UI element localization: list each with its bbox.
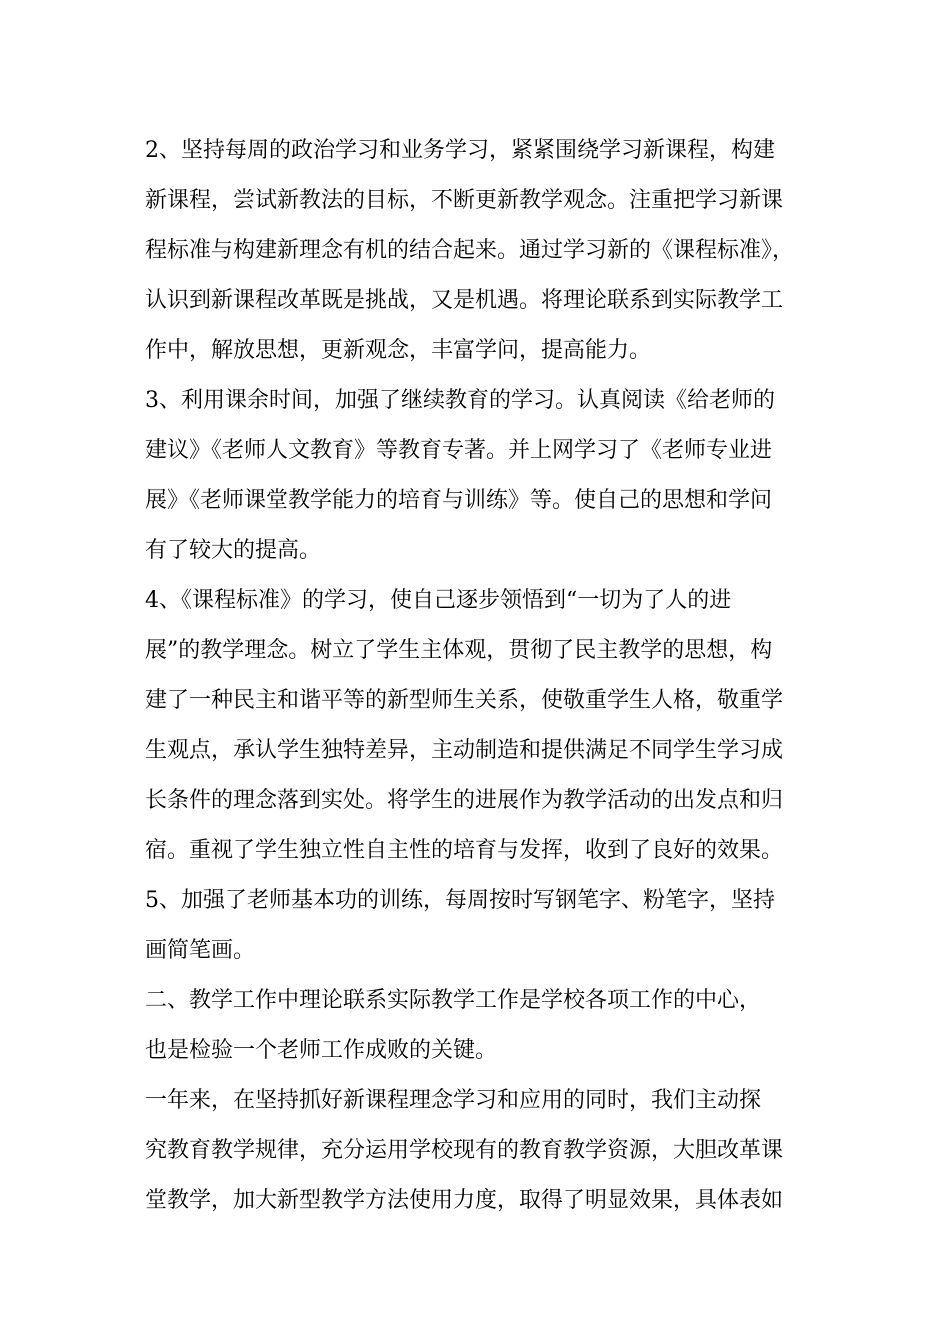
text-line: 程标准与构建新理念有机的结合起来。通过学习新的《课程标准》， <box>145 238 795 263</box>
text-line: 一年来，在坚持抓好新课程理念学习和应用的同时，我们主动探 <box>145 1088 762 1113</box>
text-line: 4、《课程标准》的学习，使自己逐步领悟到“一切为了人的进 <box>145 588 732 613</box>
text-line: 认识到新课程改革既是挑战，又是机遇。将理论联系到实际教学工 <box>145 288 784 313</box>
text-line: 2、坚持每周的政治学习和业务学习，紧紧围绕学习新课程，构建 <box>145 138 775 163</box>
text-line: 建议》《老师人文教育》等教育专著。并上网学习了《老师专业进 <box>145 438 773 463</box>
text-line: 究教育教学规律，充分运用学校现有的教育教学资源，大胆改革课 <box>145 1138 784 1163</box>
text-line: 3、利用课余时间，加强了继续教育的学习。认真阅读《给老师的 <box>145 388 775 413</box>
text-line: 新课程，尝试新教法的目标，不断更新教学观念。注重把学习新课 <box>145 188 784 213</box>
text-line: 5、加强了老师基本功的训练，每周按时写钢笔字、粉笔字，坚持 <box>145 888 775 913</box>
text-line: 展》《老师课堂教学能力的培育与训练》等。使自己的思想和学问 <box>145 488 773 513</box>
text-line: 也是检验一个老师工作成败的关键。 <box>145 1038 498 1063</box>
text-line: 建了一种民主和谐平等的新型师生关系，使敬重学生人格，敬重学 <box>145 688 784 713</box>
text-line: 堂教学，加大新型教学方法使用力度，取得了明显效果，具体表如 <box>145 1188 784 1213</box>
text-line: 二、教学工作中理论联系实际教学工作是学校各项工作的中心， <box>145 988 762 1013</box>
text-line: 作中，解放思想，更新观念，丰富学问，提高能力。 <box>145 338 652 363</box>
text-line: 长条件的理念落到实处。将学生的进展作为教学活动的出发点和归 <box>145 788 784 813</box>
text-line: 宿。重视了学生独立性自主性的培育与发挥，收到了良好的效果。 <box>145 838 784 863</box>
text-line: 有了较大的提高。 <box>145 538 322 563</box>
text-line: 展”的教学理念。树立了学生主体观，贯彻了民主教学的思想，构 <box>145 638 773 663</box>
text-line: 画简笔画。 <box>145 938 256 963</box>
text-line: 生观点，承认学生独特差异，主动制造和提供满足不同学生学习成 <box>145 738 784 763</box>
